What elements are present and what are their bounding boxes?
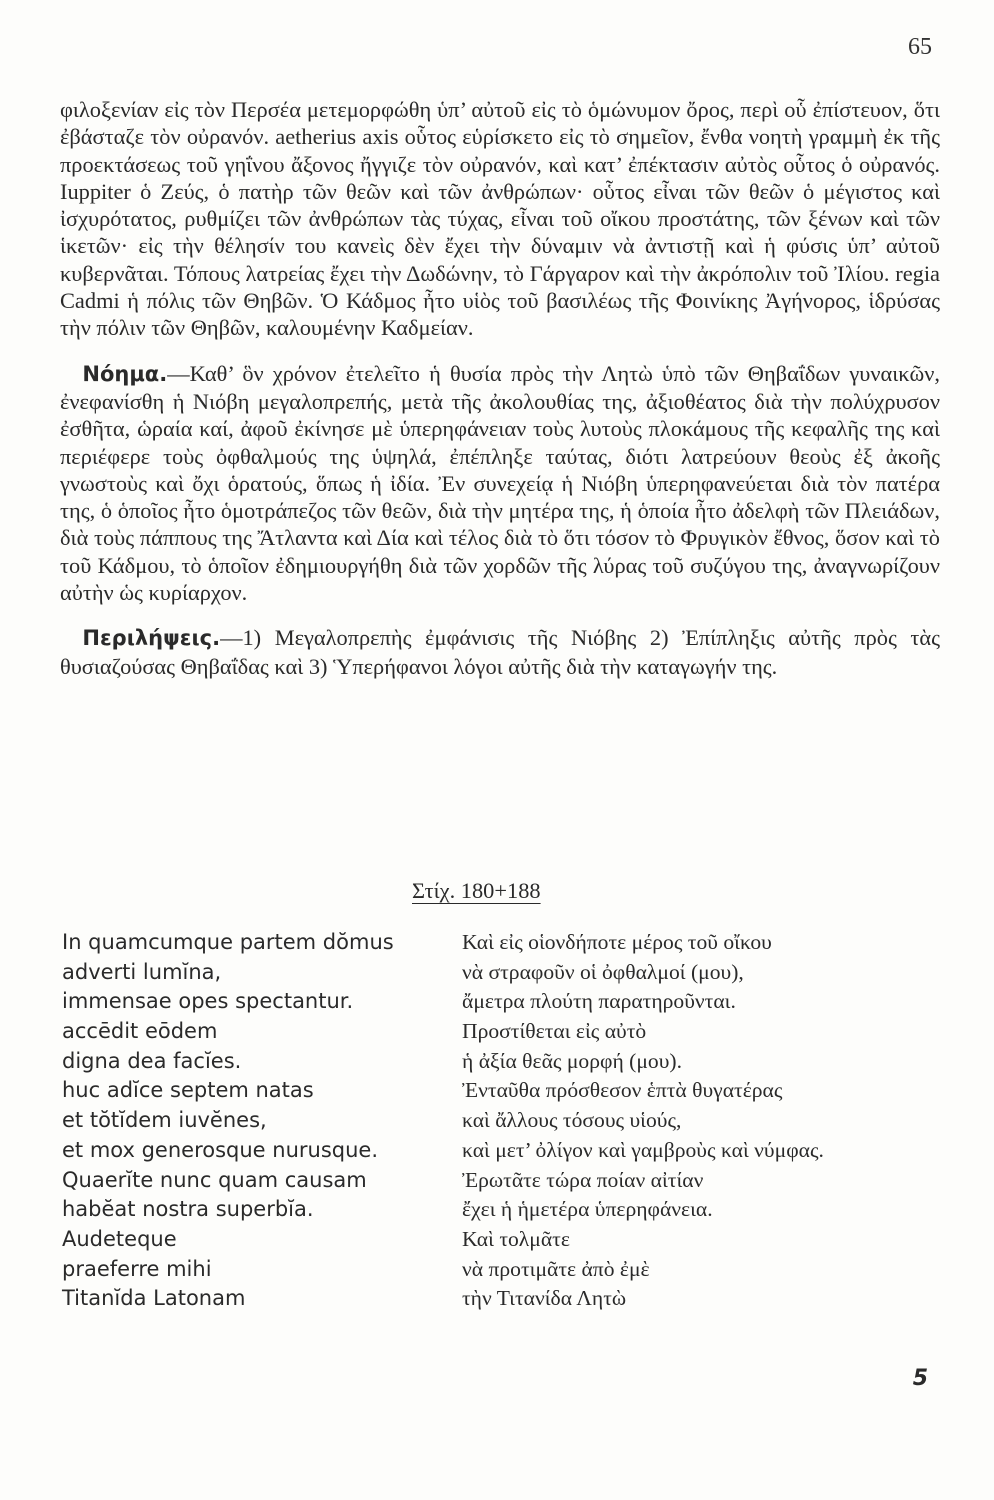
latin-verse: Titanĭda Latonam (62, 1286, 246, 1311)
verse-translation-table (62, 930, 942, 1316)
verse-row (62, 1257, 942, 1287)
latin-verse: accēdit eōdem (62, 1019, 218, 1044)
latin-verse: praeferre mihi (62, 1256, 212, 1281)
latin-verse: et mox generosque nurusque. (62, 1137, 379, 1162)
latin-verse: In quamcumque partem dŏmus (62, 930, 394, 954)
verse-row (62, 1227, 942, 1257)
verse-row (62, 1078, 942, 1108)
latin-verse: adverti lumĭna, (62, 959, 222, 984)
latin-verse: immensae opes spectantur. (62, 989, 354, 1014)
verse-row (62, 1108, 942, 1138)
latin-verse: digna dea facĭes. (62, 1048, 242, 1073)
verse-row (62, 1197, 942, 1227)
greek-translation: τὴν Τιτανίδα Λητὼ (462, 1286, 627, 1311)
verse-row (62, 930, 942, 960)
paragraph-summaries (60, 624, 940, 680)
greek-translation: Καὶ εἰς οἱονδήποτε μέρος τοῦ οἴκου (462, 930, 772, 954)
signature-mark: 5 (912, 1366, 928, 1391)
verse-row (62, 1286, 942, 1316)
verse-section-heading: Στίχ. 180+188 (412, 878, 541, 903)
latin-verse: huc adĭce septem natas (62, 1078, 314, 1103)
paragraph-glossary: φιλοξενίαν εἰς τὸν Περσέα μετεμορφώθη ὑπ’ αὐτοῦ εἰς τὸ ὁμώνυμον ὄρος, περὶ οὗ ἐπίστευον, ὅτι ἐβάσταζε τὸν οὐρανόν. aetherius axis οὗτος εὑρίσκετο εἰς τὸ σημεῖον, ἔνθα νοητὴ γραμμὴ ἐκ τῆς προεκτάσεως τοῦ γηΐνου ἄξονος ἤγγιζε τὸν οὐρανόν, καὶ κατ’ ἐπέκτασιν αὐτὸς οὗτος ὁ οὐρανός. Iuppiter ὁ Ζεύς, ὁ πατὴρ τῶν θεῶν καὶ τῶν ἀνθρώπων· οὗτος εἶναι τῶν θεῶν ὁ μέγιστος καὶ ἰσχυρότατος, ρυθμίζει τῶν ἀνθρώπων τὰς τύχας, εἶναι τοῦ οἴκου προστάτης, τῶν ξένων καὶ τῶν ἱκετῶν· εἰς τὴν θέλησίν του κανεὶς δὲν ἔχει τὴν δύναμιν νὰ ἀντιστῇ καὶ ἡ φύσις ὑπ’ αὐτοῦ κυβερνᾶται. Τόπους λατρείας ἔχει τὴν Δωδώνην, τὸ Γάργαρον καὶ τὴν ἀκρόπολιν τοῦ Ἰλίου. regia Cadmi ἡ πόλις τῶν Θηβῶν. Ὁ Κάδμος ἦτο υἱὸς τοῦ βασιλέως τῆς Φοινίκης Ἀγήνορος, ἱδρύσας τὴν πόλιν τῶν Θηβῶν, καλουμένην Καδμείαν. (60, 97, 940, 341)
verse-row (62, 1019, 942, 1049)
latin-verse: Quaerĭte nunc quam causam (62, 1167, 367, 1192)
greek-translation: Προστίθεται εἰς αὐτὸ (462, 1019, 647, 1044)
verse-row (62, 1049, 942, 1079)
page-number: 65 (908, 34, 932, 60)
verse-row (62, 989, 942, 1019)
summaries-label: Περιλήψεις. (82, 626, 221, 651)
verse-row (62, 960, 942, 990)
latin-verse: Audeteque (62, 1226, 177, 1251)
greek-translation: Καὶ τολμᾶτε (462, 1226, 570, 1251)
greek-translation: νὰ στραφοῦν οἱ ὀφθαλμοί (μου), (462, 959, 744, 984)
meaning-text: —Καθ’ ὃν χρόνον ἐτελεῖτο ἡ θυσία πρὸς τὴν Λητὼ ὑπὸ τῶν Θηβαΐδων γυναικῶν, ἐνεφανίσθη ἡ Νιόβη μεγαλοπρεπής, μετὰ τῆς ἀκολουθίας της, ἀξιοθέατος διὰ τὴν πολύχρυσον ἐσθῆτα, ὡραία καί, ἀφοῦ ἐκίνησε μὲ ὑπερηφάνειαν τοὺς λυτοὺς πλοκάμους τῆς κεφαλῆς της καὶ περιέφερε τοὺς ὀφθαλμούς της ὑψηλά, ἐπέπληξε ταύτας, διότι λατρεύουν θεοὺς ἐξ ἀκοῆς γνωστοὺς καὶ ὄχι ὁρατούς, ὅπως ἡ ἰδία. Ἐν συνεχείᾳ ἡ Νιόβη ὑπερηφανεύεται διὰ τὸν πατέρα της, ὁ ὁποῖος ἦτο ὁμοτράπεζος τῶν θεῶν, διὰ τὴν μητέρα της, ἡ ὁποία ἦτο ἀδελφὴ τῶν Πλειάδων, διὰ τοὺς πάππους της Ἄτλαντα καὶ Δία καὶ τέλος διὰ τὸ ὅτι τόσον τὸ Φρυγικὸν ἔθνος, ὅσον καὶ τὸ τοῦ Κάδμου, τὸ ὁποῖον ἐδημιουργήθη διὰ τῶν χορδῶν τῆς λύρας τοῦ συζύγου της, ἀναγνωρίζουν αὐτὴν ὡς κυρίαρχον. (60, 360, 940, 606)
greek-translation: ἔχει ἡ ἡμετέρα ὑπερηφάνεια. (462, 1197, 713, 1222)
paragraph-meaning (60, 360, 940, 607)
meaning-label: Νόημα. (82, 361, 168, 386)
verse-row (62, 1168, 942, 1198)
latin-verse: et tŏtĭdem iuvĕnes, (62, 1108, 267, 1133)
greek-translation: νὰ προτιμᾶτε ἀπὸ ἐμὲ (462, 1256, 650, 1281)
commentary-text (60, 96, 940, 680)
latin-verse: habĕat nostra superbĭa. (62, 1197, 314, 1222)
summaries-text: —1) Μεγαλοπρεπὴς ἐμφάνισις τῆς Νιόβης 2) Ἐπίπληξις αὐτῆς πρὸς τὰς θυσιαζούσας Θηβαΐδας καὶ 3) Ὑπερήφανοι λόγοι αὐτῆς διὰ τὴν καταγωγήν της. (60, 625, 940, 679)
greek-translation: ἄμετρα πλούτη παρατηροῦνται. (462, 989, 736, 1014)
greek-translation: Ἐρωτᾶτε τώρα ποίαν αἰτίαν (462, 1167, 704, 1192)
greek-translation: Ἐνταῦθα πρόσθεσον ἑπτὰ θυγατέρας (462, 1078, 783, 1103)
greek-translation: καὶ μετ’ ὀλίγον καὶ γαμβροὺς καὶ νύμφας. (462, 1137, 824, 1162)
greek-translation: καὶ ἄλλους τόσους υἱούς, (462, 1108, 682, 1133)
greek-translation: ἡ ἀξία θεᾶς μορφή (μου). (462, 1048, 682, 1073)
verse-row (62, 1138, 942, 1168)
